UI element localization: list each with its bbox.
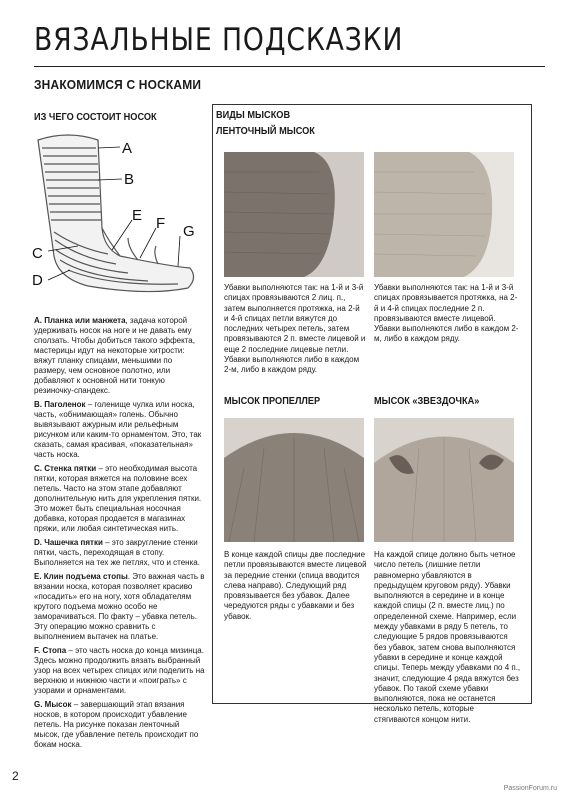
part-f: F. Стопа – это часть носка до конца мизинца. Здесь можно продолжить вязать выбранный узор на всех четырех спицах или поделить на верхнюю и нижнюю части и «поиграть» с узорами и орнаментами.	[34, 646, 205, 695]
part-b: B. Паголенок – голенище чулка или носка, часть, «обнимающая» голень. Обычно вывязывают ажурным или рельефным рисунком или каким-то орнаментом. Это, так сказать, самая красивая, «показательная» часть носка.	[34, 400, 202, 459]
tape-toe-caption-right: Убавки выполняются так: на 1-й и 3-й спицах провязывается протяжка, на 2-й и 4-й спицах последние 2 п. провязываются вместе лицевой. Убавки выполняются либо в каждом 2-м, либо в каждом ряду.	[374, 283, 519, 344]
page-title: ВЯЗАЛЬНЫЕ ПОДСКАЗКИ	[34, 22, 404, 58]
title-divider	[34, 66, 545, 67]
part-g: G. Мысок – завершающий этап вязания носков, в котором происходит убавление петель. На рисунке показан ленточный мысок, где убавление петель происходит по бокам носка.	[34, 700, 199, 749]
label-g: G	[183, 223, 195, 240]
label-f: F	[156, 215, 166, 232]
star-toe-photo	[374, 418, 514, 542]
watermark: PassionForum.ru	[503, 785, 557, 792]
page-number: 2	[12, 769, 19, 783]
label-a: A	[122, 140, 133, 157]
propeller-toe-photo	[224, 418, 364, 542]
label-e: E	[132, 207, 143, 224]
label-b: B	[124, 171, 135, 188]
tape-toe-photo-dark	[224, 152, 364, 277]
section-heading: ИЗ ЧЕГО СОСТОИТ НОСОК	[34, 112, 157, 123]
part-c: C. Стенка пятки – это необходимая высота пятки, которая вяжется на половине всех петель. Часто на этом этапе добавляют дополнительную нить для укрепления пятки. Это может быть специальная носочная добавка, которая продается в магазинах пряжи, или любая синтетическая нить.	[34, 464, 202, 533]
parts-list	[34, 316, 206, 754]
star-toe-caption: На каждой спице должно быть четное число петель (лишние петли равномерно убавляются в предыдущем круговом ряду). Убавки выполняются в середине и в конце каждой спицы (2 п. вместе лиц.) по определенной схеме. Например, если между убавками в ряду 5 петель, то следующие 5 рядов провязываются без убавок, затем снова выполняются убавки в середине и конце каждой спицы. Теперь между убавками по 4 п., значит, следующие 4 ряда вяжутся без убавок. По такой схеме убавки выполняются, пока не останется несколько петель, которые стягиваются концом нити.	[374, 550, 521, 724]
propeller-toe-caption: В конце каждой спицы две последние петли провязываются вместе лицевой за передние стенки (спица вводится слева направо). Следующий ряд провязывается без убавок. Далее чередуются ряды с убавками и без убавок.	[224, 550, 367, 621]
part-a: A. Планка или манжета, задача которой удерживать носок на ноге и не давать ему сползать. Чтобы добиться такого эффекта, мастерицы идут на некоторые хитрости: вяжут планку спицами, меньшими по размеру, чем основное полотно, или добавляют к основной нити тонкую резиночку-спандекс.	[34, 316, 195, 395]
tape-toe-photo-light	[374, 152, 514, 277]
label-c: C	[32, 245, 43, 262]
part-e: E. Клин подъема стопы. Это важная часть в вязании носка, которая позволяет красиво «посадить» его на ногу, хотя обладателям крутого подъема можно особо не заморачиваться. По факту – убавка петель. Эту операцию можно сравнить с выполнением вытачек на платье.	[34, 572, 205, 641]
label-d: D	[32, 272, 43, 289]
article-subtitle: ЗНАКОМИМСЯ С НОСКАМИ	[34, 77, 202, 92]
tape-toe-heading: ЛЕНТОЧНЫЙ МЫСОК	[216, 126, 315, 137]
part-d: D. Чашечка пятки – это закругление стенки пятки, часть, переходящая в стопу. Выполняется на тех же петлях, что и стенка.	[34, 538, 200, 567]
propeller-toe-heading: МЫСОК ПРОПЕЛЛЕР	[224, 396, 321, 407]
panel-heading: ВИДЫ МЫСКОВ	[216, 110, 291, 121]
tape-toe-caption-left: Убавки выполняются так: на 1-й и 3-й спицах провязываются 2 лиц. п., затем выполняется протяжка, на 2-й и 4-й спицах петли вяжутся до последних четырех петель, затем провязываются 2 п. вместе лицевой и еще 2 последние лицевые петли. Убавки выполняются либо в каждом 2-м, либо в каждом ряду.	[224, 283, 366, 375]
star-toe-heading: МЫСОК «ЗВЕЗДОЧКА»	[374, 396, 480, 407]
sock-diagram	[28, 128, 213, 303]
